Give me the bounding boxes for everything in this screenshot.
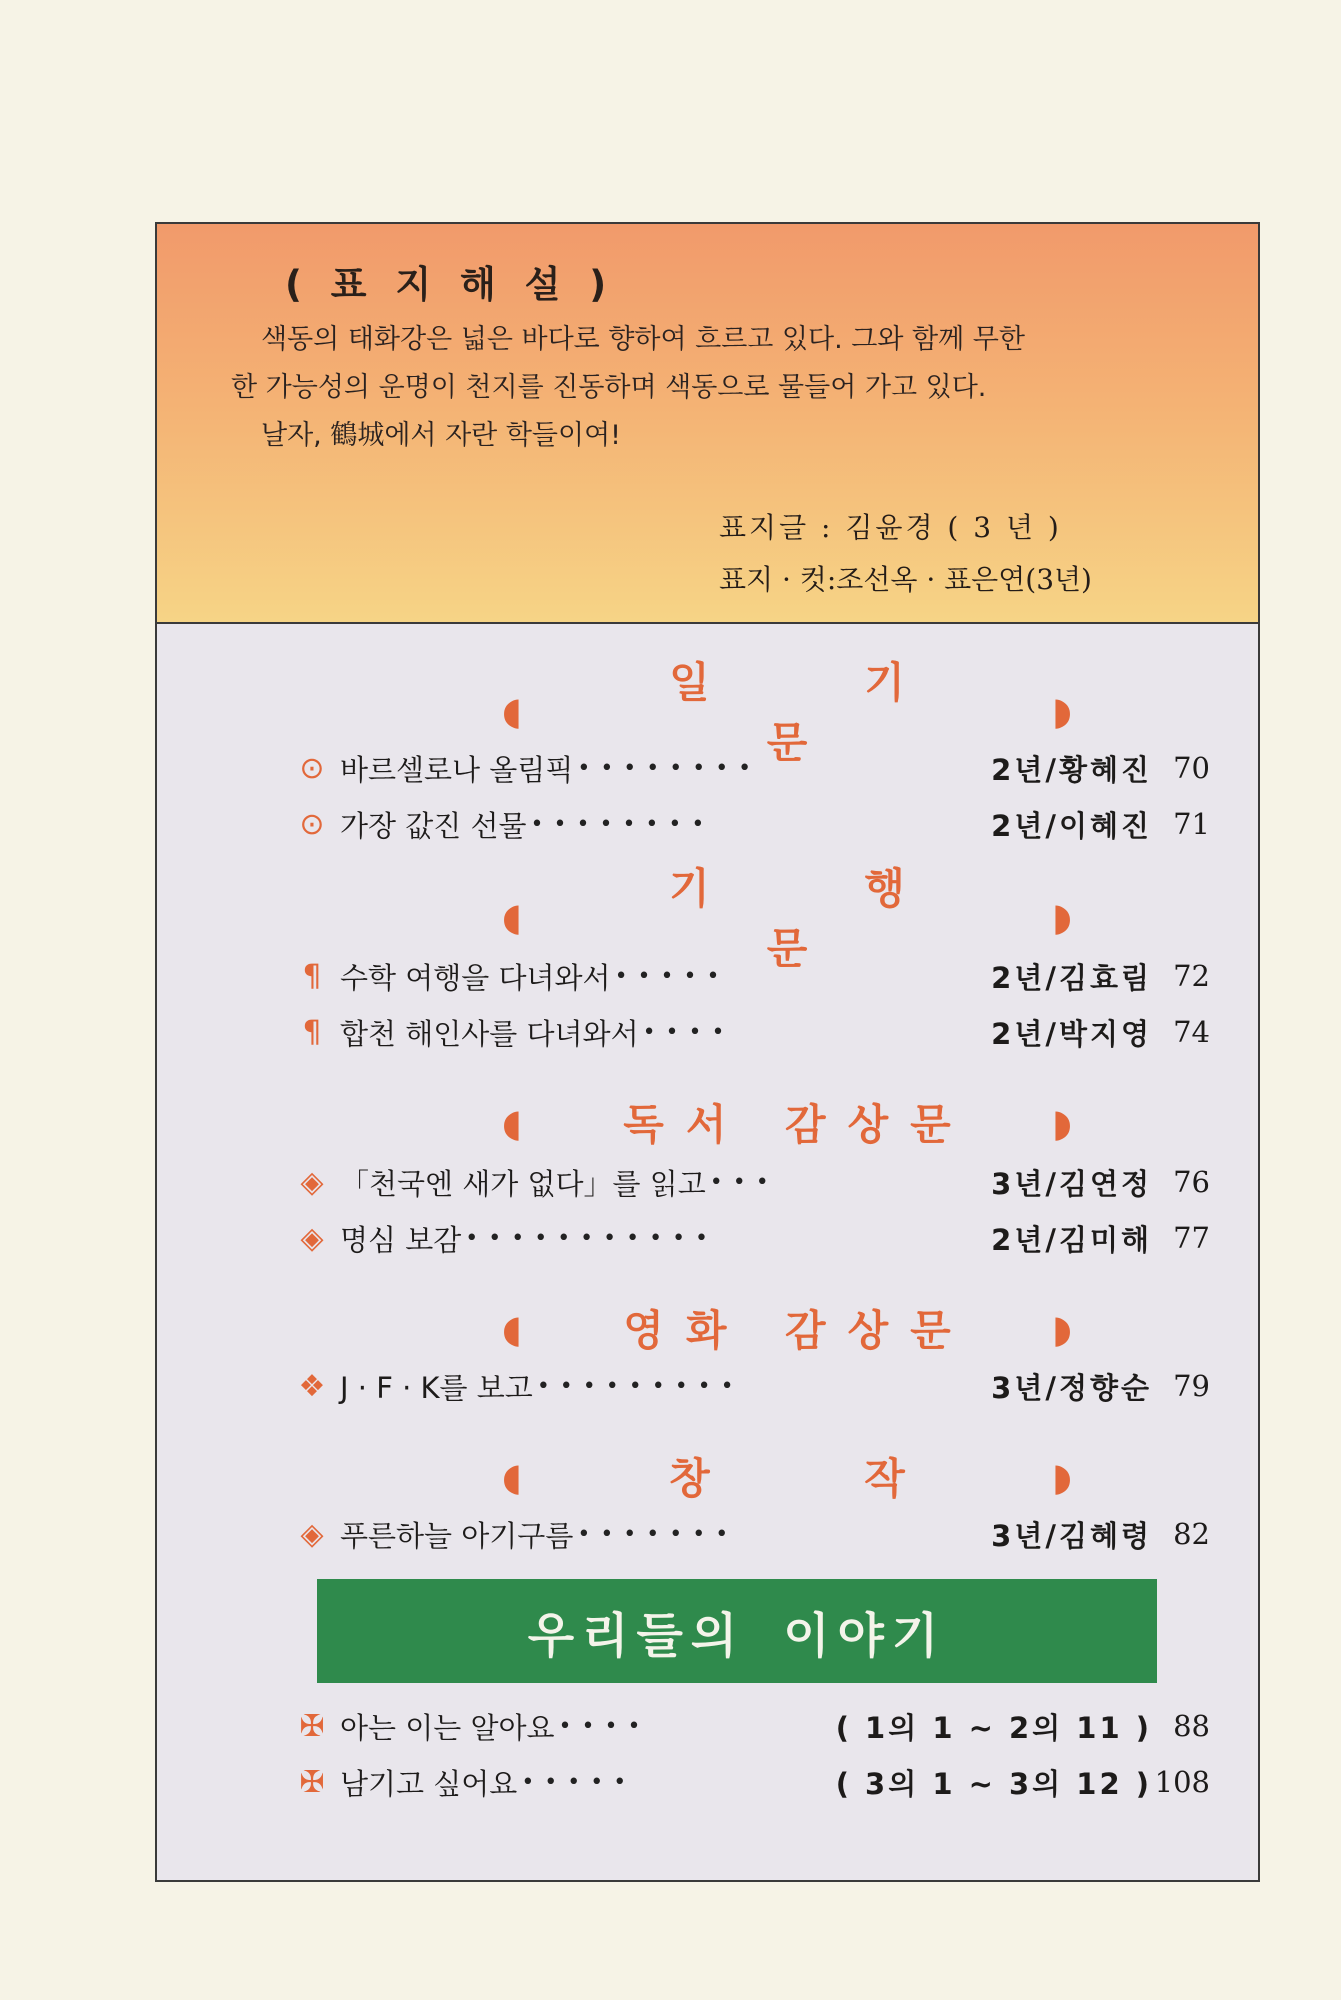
entry-title: 「천국엔 새가 없다」를 읽고: [340, 1166, 706, 1201]
banner-word-2: 이야기: [783, 1607, 947, 1664]
cover-explanation-title: ( 표 지 해 설 ): [285, 263, 615, 306]
bracket-left-icon: ◖: [502, 1453, 523, 1499]
entry-page: 74: [1173, 1015, 1210, 1049]
entry-page: 72: [1173, 959, 1210, 993]
bracket-right-icon: ◗: [1051, 1453, 1072, 1499]
leader-dots: •••••••••: [536, 1373, 744, 1399]
entry-author: 2년/김미해: [991, 1222, 1152, 1257]
entry-author: 3년/김혜령: [991, 1518, 1152, 1553]
toc-entry[interactable]: [290, 952, 1210, 1000]
bracket-left-icon: ◖: [502, 1305, 523, 1351]
entry-author: 3년/김연정: [991, 1166, 1152, 1201]
leader-dots: ••••: [558, 1713, 651, 1739]
bracket-left-icon: ◖: [502, 893, 523, 939]
four-diamond-icon: ❖: [298, 1368, 326, 1404]
bracket-left-icon: ◖: [502, 1099, 523, 1145]
section-title-text: 기 행 문: [669, 864, 975, 973]
bracket-right-icon: ◗: [1051, 687, 1072, 733]
entry-title: 바르셀로나 올림픽: [340, 752, 574, 787]
entry-page: 108: [1154, 1765, 1210, 1799]
leader-dots: •••••••: [577, 1521, 739, 1547]
leader-dots: •••: [709, 1169, 779, 1195]
toc-entry[interactable]: [290, 1158, 1210, 1206]
section-title-diary: [502, 658, 1072, 767]
banner-word-1: 우리들의: [527, 1607, 746, 1664]
toc-entry[interactable]: [290, 1702, 1210, 1750]
leader-dots: •••••: [614, 963, 730, 989]
leader-dots: •••••••••••: [465, 1225, 719, 1251]
contents-frame: [155, 222, 1260, 1882]
section-title-text: 창 작: [669, 1454, 975, 1503]
entry-title: 아는 이는 알아요: [340, 1710, 555, 1745]
entry-page: 76: [1173, 1165, 1210, 1199]
leader-dots: ••••••••: [530, 811, 715, 837]
entry-page: 88: [1173, 1709, 1210, 1743]
our-stories-banner: [317, 1579, 1157, 1683]
entry-range: ( 1의 1 ~ 2의 11 ): [835, 1710, 1152, 1745]
toc-entry[interactable]: [290, 1510, 1210, 1558]
diamond-icon: ◈: [300, 1220, 324, 1256]
entry-title: 남기고 싶어요: [340, 1766, 518, 1801]
entry-page: 79: [1173, 1369, 1210, 1403]
section-title-book-review: [502, 1098, 1072, 1149]
toc-entry[interactable]: [290, 1008, 1210, 1056]
toc-entry[interactable]: [290, 1362, 1210, 1410]
bracket-right-icon: ◗: [1051, 1099, 1072, 1145]
toc-entry[interactable]: [290, 800, 1210, 848]
leader-dots: •••••: [521, 1769, 637, 1795]
entry-author: 2년/김효림: [991, 960, 1152, 995]
section-title-movie-review: [502, 1304, 1072, 1355]
pilcrow-icon: ¶: [302, 1014, 322, 1050]
cover-cut-credit: 표지 · 컷:조선옥 · 표은연(3년): [719, 563, 1092, 596]
entry-title: 명심 보감: [340, 1222, 462, 1257]
pilcrow-icon: ¶: [302, 958, 322, 994]
bracket-right-icon: ◗: [1051, 893, 1072, 939]
section-title-text: 영화 감상문: [623, 1306, 973, 1355]
diamond-icon: ◈: [300, 1164, 324, 1200]
entry-page: 82: [1173, 1517, 1210, 1551]
section-title-text: 독서 감상문: [623, 1100, 973, 1149]
section-title-text: 일 기 문: [669, 658, 975, 767]
entry-title: 가장 값진 선물: [340, 808, 527, 843]
leader-dots: ••••••••: [577, 755, 762, 781]
circle-dot-icon: ⊙: [299, 806, 325, 842]
bracket-left-icon: ◖: [502, 687, 523, 733]
cover-line-3: 날자, 鶴城에서 자란 학들이여!: [261, 420, 621, 451]
entry-range: ( 3의 1 ~ 3의 12 ): [835, 1766, 1152, 1801]
entry-title: 수학 여행을 다녀와서: [340, 960, 611, 995]
entry-author: 2년/박지영: [991, 1016, 1152, 1051]
entry-author: 3년/정향순: [991, 1370, 1152, 1405]
cover-explanation-panel: [157, 224, 1258, 624]
entry-author: 2년/황혜진: [991, 752, 1152, 787]
cover-text-credit: 표지글 : 김윤경 ( 3 년 ): [719, 511, 1062, 544]
leader-dots: ••••: [642, 1019, 735, 1045]
cover-line-1: 색동의 태화강은 넓은 바다로 향하여 흐르고 있다. 그와 함께 무한: [261, 324, 1025, 355]
entry-author: 2년/이혜진: [991, 808, 1152, 843]
entry-title: 푸른하늘 아기구름: [340, 1518, 574, 1553]
entry-page: 70: [1173, 751, 1210, 785]
section-title-creative: [502, 1452, 1072, 1503]
cross-icon: ✠: [299, 1708, 325, 1744]
section-title-travel: [502, 864, 1072, 973]
circle-dot-icon: ⊙: [299, 750, 325, 786]
toc-entry[interactable]: [290, 744, 1210, 792]
cross-icon: ✠: [299, 1764, 325, 1800]
diamond-icon: ◈: [300, 1516, 324, 1552]
entry-title: J · F · K를 보고: [340, 1370, 533, 1405]
entry-page: 71: [1173, 807, 1210, 841]
cover-line-2: 한 가능성의 운명이 천지를 진동하며 색동으로 물들어 가고 있다.: [231, 372, 987, 403]
entry-title: 합천 해인사를 다녀와서: [340, 1016, 639, 1051]
bracket-right-icon: ◗: [1051, 1305, 1072, 1351]
entry-page: 77: [1173, 1221, 1210, 1255]
cover-explanation-text: [231, 316, 1211, 460]
toc-entry[interactable]: [290, 1758, 1210, 1806]
toc-entry[interactable]: [290, 1214, 1210, 1262]
